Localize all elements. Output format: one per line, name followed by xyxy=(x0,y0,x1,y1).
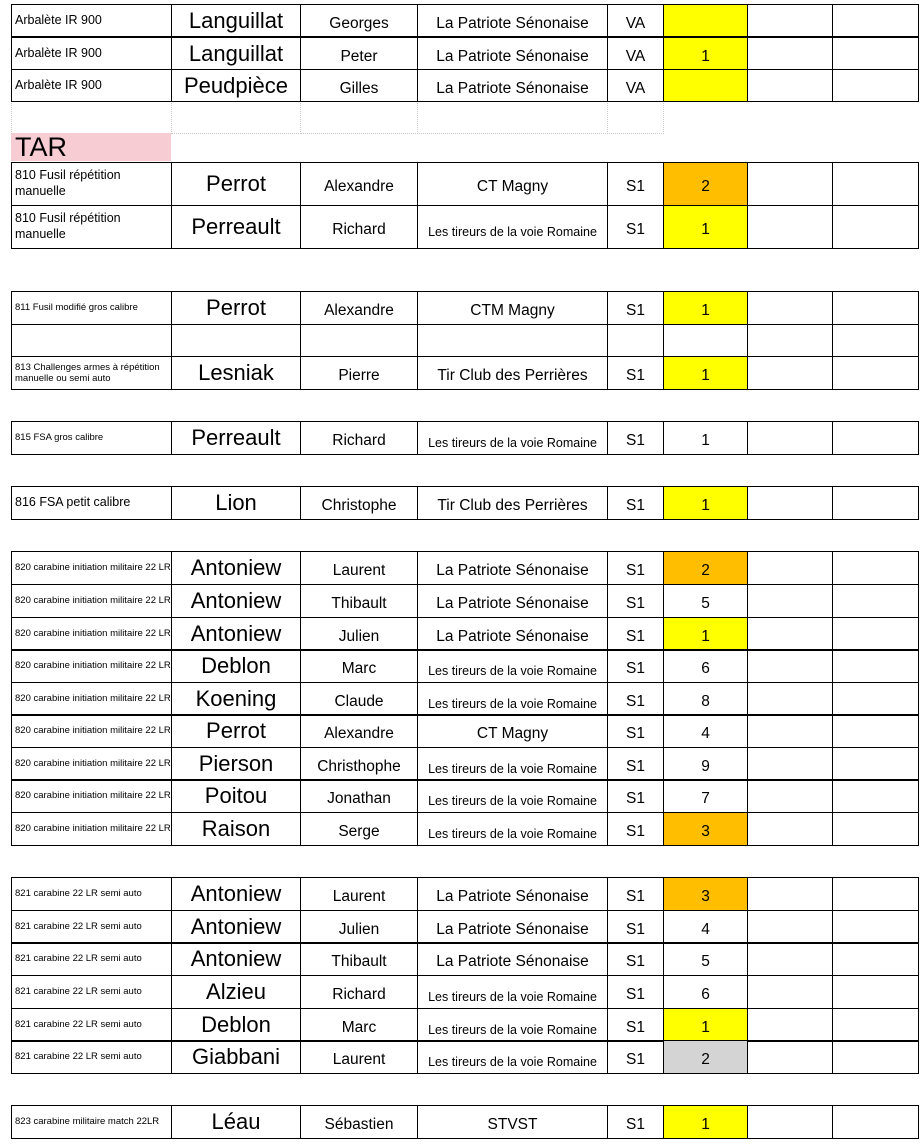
category-cell: S1 xyxy=(607,486,664,520)
club-cell: Les tireurs de la voie Romaine xyxy=(417,812,608,846)
blank-cell xyxy=(832,942,919,976)
club-cell: La Patriote Sénonaise xyxy=(417,551,608,585)
discipline-cell: 821 carabine 22 LR semi auto xyxy=(11,975,172,1009)
first-name-cell: Serge xyxy=(300,812,418,846)
rank-cell: 6 xyxy=(663,649,748,683)
category-cell: S1 xyxy=(607,942,664,976)
rank-cell: 3 xyxy=(663,812,748,846)
section-title: TAR xyxy=(11,133,171,161)
blank-cell xyxy=(747,910,833,944)
first-name-cell: Alexandre xyxy=(300,291,418,325)
club-cell: CT Magny xyxy=(417,714,608,748)
blank-cell xyxy=(832,747,919,781)
category-cell: S1 xyxy=(607,356,664,390)
rank-cell: 1 xyxy=(663,421,748,455)
rank-cell: 5 xyxy=(663,584,748,618)
category-cell: VA xyxy=(607,69,664,102)
blank-cell xyxy=(832,486,919,520)
first-name-cell: Christhophe xyxy=(300,747,418,781)
last-name-cell: Raison xyxy=(171,812,301,846)
discipline-cell: 821 carabine 22 LR semi auto xyxy=(11,1040,172,1074)
club-cell: La Patriote Sénonaise xyxy=(417,617,608,651)
discipline-cell: 820 carabine initiation militaire 22 LR xyxy=(11,551,172,585)
blank-cell xyxy=(832,649,919,683)
rank-cell: 9 xyxy=(663,747,748,781)
blank-cell xyxy=(747,747,833,781)
first-name-cell: Laurent xyxy=(300,1040,418,1074)
club-cell: La Patriote Sénonaise xyxy=(417,910,608,944)
blank-cell xyxy=(747,1105,833,1139)
discipline-cell: 820 carabine initiation militaire 22 LR xyxy=(11,714,172,748)
category-cell: VA xyxy=(607,37,664,70)
first-name-cell: Thibault xyxy=(300,942,418,976)
first-name-cell: Laurent xyxy=(300,551,418,585)
blank-cell xyxy=(747,486,833,520)
discipline-cell: 815 FSA gros calibre xyxy=(11,421,172,455)
category-cell: S1 xyxy=(607,584,664,618)
club-cell: Les tireurs de la voie Romaine xyxy=(417,975,608,1009)
rank-cell xyxy=(663,4,748,37)
empty-cell xyxy=(11,101,172,134)
category-cell: S1 xyxy=(607,162,664,206)
discipline-cell: 820 carabine initiation militaire 22 LR xyxy=(11,682,172,716)
discipline-cell: 810 Fusil répétition manuelle xyxy=(11,205,172,249)
rank-cell: 8 xyxy=(663,682,748,716)
blank-cell xyxy=(832,37,919,70)
blank-cell xyxy=(832,975,919,1009)
club-cell: Les tireurs de la voie Romaine xyxy=(417,1040,608,1074)
rank-cell: 1 xyxy=(663,617,748,651)
blank-cell xyxy=(747,162,833,206)
club-cell: Les tireurs de la voie Romaine xyxy=(417,421,608,455)
blank-cell xyxy=(747,649,833,683)
last-name-cell: Perrot xyxy=(171,162,301,206)
club-cell: Les tireurs de la voie Romaine xyxy=(417,649,608,683)
last-name-cell: Peudpièce xyxy=(171,69,301,102)
category-cell: S1 xyxy=(607,551,664,585)
rank-cell: 2 xyxy=(663,551,748,585)
category-cell: S1 xyxy=(607,714,664,748)
discipline-cell: 813 Challenges armes à répétition manuelle ou semi auto xyxy=(11,356,172,390)
rank-cell: 1 xyxy=(663,486,748,520)
club-cell: Les tireurs de la voie Romaine xyxy=(417,1008,608,1042)
club-cell: STVST xyxy=(417,1105,608,1139)
last-name-cell: Léau xyxy=(171,1105,301,1139)
first-name-cell: Julien xyxy=(300,910,418,944)
category-cell: S1 xyxy=(607,205,664,249)
blank-cell xyxy=(747,4,833,37)
first-name-cell: Julien xyxy=(300,617,418,651)
discipline-cell: 820 carabine initiation militaire 22 LR xyxy=(11,584,172,618)
category-cell: S1 xyxy=(607,682,664,716)
category-cell: S1 xyxy=(607,617,664,651)
blank-cell xyxy=(747,617,833,651)
rank-cell: 4 xyxy=(663,714,748,748)
first-name-cell: Richard xyxy=(300,975,418,1009)
last-name-cell: Alzieu xyxy=(171,975,301,1009)
empty-cell xyxy=(300,101,418,134)
first-name-cell: Christophe xyxy=(300,486,418,520)
blank-cell xyxy=(832,714,919,748)
last-name-cell: Perrot xyxy=(171,291,301,325)
first-name-cell: Thibault xyxy=(300,584,418,618)
blank-cell xyxy=(747,1008,833,1042)
rank-cell: 3 xyxy=(663,877,748,911)
discipline-cell: 811 Fusil modifié gros calibre xyxy=(11,291,172,325)
discipline-cell: 821 carabine 22 LR semi auto xyxy=(11,942,172,976)
blank-cell xyxy=(747,812,833,846)
blank-cell xyxy=(747,1040,833,1074)
blank-cell xyxy=(832,356,919,390)
last-name-cell: Lion xyxy=(171,486,301,520)
discipline-cell: Arbalète IR 900 xyxy=(11,4,172,37)
blank-cell xyxy=(663,324,748,357)
blank-cell xyxy=(747,877,833,911)
last-name-cell: Poitou xyxy=(171,779,301,813)
blank-cell xyxy=(832,910,919,944)
club-cell: La Patriote Sénonaise xyxy=(417,942,608,976)
category-cell: S1 xyxy=(607,747,664,781)
blank-cell xyxy=(747,714,833,748)
discipline-cell: 821 carabine 22 LR semi auto xyxy=(11,1008,172,1042)
first-name-cell: Pierre xyxy=(300,356,418,390)
blank-cell xyxy=(832,421,919,455)
blank-cell xyxy=(832,682,919,716)
club-cell: La Patriote Sénonaise xyxy=(417,584,608,618)
rank-cell: 1 xyxy=(663,291,748,325)
rank-cell: 1 xyxy=(663,205,748,249)
club-cell: La Patriote Sénonaise xyxy=(417,4,608,37)
discipline-cell: 820 carabine initiation militaire 22 LR xyxy=(11,812,172,846)
last-name-cell: Antoniew xyxy=(171,584,301,618)
last-name-cell: Perreault xyxy=(171,205,301,249)
blank-cell xyxy=(832,779,919,813)
category-cell: S1 xyxy=(607,877,664,911)
category-cell: S1 xyxy=(607,975,664,1009)
category-cell: S1 xyxy=(607,649,664,683)
discipline-cell: 820 carabine initiation militaire 22 LR xyxy=(11,617,172,651)
last-name-cell: Antoniew xyxy=(171,942,301,976)
last-name-cell: Perreault xyxy=(171,421,301,455)
blank-cell xyxy=(832,1040,919,1074)
club-cell: Les tireurs de la voie Romaine xyxy=(417,747,608,781)
discipline-cell: 823 carabine militaire match 22LR xyxy=(11,1105,172,1139)
first-name-cell: Richard xyxy=(300,205,418,249)
blank-cell xyxy=(747,37,833,70)
category-cell: S1 xyxy=(607,1040,664,1074)
first-name-cell: Claude xyxy=(300,682,418,716)
last-name-cell: Lesniak xyxy=(171,356,301,390)
category-cell: S1 xyxy=(607,1105,664,1139)
first-name-cell: Marc xyxy=(300,1008,418,1042)
rank-cell: 1 xyxy=(663,356,748,390)
blank-cell xyxy=(832,291,919,325)
category-cell: S1 xyxy=(607,291,664,325)
blank-cell xyxy=(832,812,919,846)
blank-cell xyxy=(832,324,919,357)
rank-cell: 2 xyxy=(663,1040,748,1074)
club-cell: La Patriote Sénonaise xyxy=(417,37,608,70)
last-name-cell: Giabbani xyxy=(171,1040,301,1074)
last-name-cell: Deblon xyxy=(171,1008,301,1042)
blank-cell xyxy=(747,69,833,102)
club-cell: Les tireurs de la voie Romaine xyxy=(417,682,608,716)
category-cell: VA xyxy=(607,4,664,37)
rank-cell: 4 xyxy=(663,910,748,944)
first-name-cell: Gilles xyxy=(300,69,418,102)
empty-cell xyxy=(171,101,301,134)
blank-cell xyxy=(832,4,919,37)
club-cell: CT Magny xyxy=(417,162,608,206)
club-cell: La Patriote Sénonaise xyxy=(417,877,608,911)
discipline-cell: 821 carabine 22 LR semi auto xyxy=(11,910,172,944)
rank-cell: 1 xyxy=(663,1105,748,1139)
first-name-cell: Peter xyxy=(300,37,418,70)
club-cell: Les tireurs de la voie Romaine xyxy=(417,205,608,249)
first-name-cell: Sébastien xyxy=(300,1105,418,1139)
first-name-cell: Richard xyxy=(300,421,418,455)
rank-cell: 5 xyxy=(663,942,748,976)
category-cell: S1 xyxy=(607,421,664,455)
empty-cell xyxy=(417,101,608,134)
first-name-cell: Laurent xyxy=(300,877,418,911)
rank-cell: 1 xyxy=(663,37,748,70)
club-cell: Les tireurs de la voie Romaine xyxy=(417,779,608,813)
blank-cell xyxy=(747,975,833,1009)
blank-cell xyxy=(300,324,418,357)
discipline-cell: 820 carabine initiation militaire 22 LR xyxy=(11,649,172,683)
category-cell: S1 xyxy=(607,779,664,813)
blank-cell xyxy=(747,942,833,976)
empty-cell xyxy=(607,101,664,134)
blank-cell xyxy=(832,584,919,618)
club-cell: La Patriote Sénonaise xyxy=(417,69,608,102)
last-name-cell: Antoniew xyxy=(171,877,301,911)
rank-cell: 7 xyxy=(663,779,748,813)
category-cell: S1 xyxy=(607,910,664,944)
last-name-cell: Perrot xyxy=(171,714,301,748)
last-name-cell: Languillat xyxy=(171,37,301,70)
blank-cell xyxy=(832,205,919,249)
last-name-cell: Antoniew xyxy=(171,910,301,944)
last-name-cell: Languillat xyxy=(171,4,301,37)
last-name-cell: Antoniew xyxy=(171,617,301,651)
last-name-cell: Deblon xyxy=(171,649,301,683)
blank-cell xyxy=(747,205,833,249)
blank-cell xyxy=(832,162,919,206)
first-name-cell: Georges xyxy=(300,4,418,37)
first-name-cell: Marc xyxy=(300,649,418,683)
first-name-cell: Alexandre xyxy=(300,162,418,206)
blank-cell xyxy=(11,324,172,357)
blank-cell xyxy=(747,779,833,813)
blank-cell xyxy=(832,551,919,585)
discipline-cell: 820 carabine initiation militaire 22 LR xyxy=(11,779,172,813)
blank-cell xyxy=(832,1008,919,1042)
blank-cell xyxy=(747,551,833,585)
blank-cell xyxy=(171,324,301,357)
blank-cell xyxy=(832,617,919,651)
last-name-cell: Pierson xyxy=(171,747,301,781)
blank-cell xyxy=(747,291,833,325)
club-cell: Tir Club des Perrières xyxy=(417,486,608,520)
discipline-cell: 821 carabine 22 LR semi auto xyxy=(11,877,172,911)
rank-cell: 6 xyxy=(663,975,748,1009)
discipline-cell: Arbalète IR 900 xyxy=(11,37,172,70)
blank-cell xyxy=(607,324,664,357)
blank-cell xyxy=(747,324,833,357)
blank-cell xyxy=(832,877,919,911)
blank-cell xyxy=(747,584,833,618)
category-cell: S1 xyxy=(607,812,664,846)
discipline-cell: 816 FSA petit calibre xyxy=(11,486,172,520)
first-name-cell: Jonathan xyxy=(300,779,418,813)
last-name-cell: Koening xyxy=(171,682,301,716)
club-cell: CTM Magny xyxy=(417,291,608,325)
discipline-cell: 810 Fusil répétition manuelle xyxy=(11,162,172,206)
blank-cell xyxy=(832,69,919,102)
blank-cell xyxy=(747,682,833,716)
rank-cell xyxy=(663,69,748,102)
blank-cell xyxy=(832,1105,919,1139)
first-name-cell: Alexandre xyxy=(300,714,418,748)
blank-cell xyxy=(417,324,608,357)
discipline-cell: Arbalète IR 900 xyxy=(11,69,172,102)
blank-cell xyxy=(747,421,833,455)
rank-cell: 1 xyxy=(663,1008,748,1042)
rank-cell: 2 xyxy=(663,162,748,206)
discipline-cell: 820 carabine initiation militaire 22 LR xyxy=(11,747,172,781)
blank-cell xyxy=(747,356,833,390)
club-cell: Tir Club des Perrières xyxy=(417,356,608,390)
category-cell: S1 xyxy=(607,1008,664,1042)
last-name-cell: Antoniew xyxy=(171,551,301,585)
